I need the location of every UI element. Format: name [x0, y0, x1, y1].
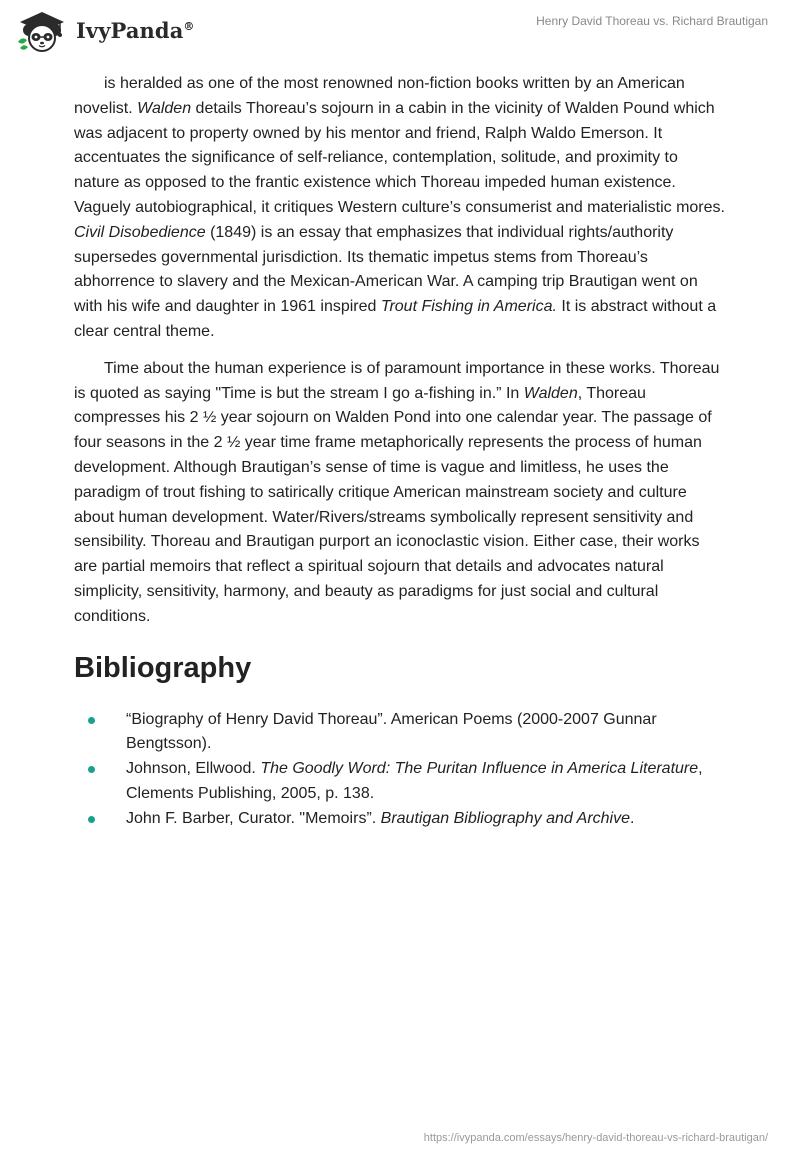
bibliography-item: John F. Barber, Curator. "Memoirs”. Brautigan Bibliography and Archive. — [74, 807, 726, 832]
bibliography-item: Johnson, Ellwood. The Goodly Word: The Puritan Influence in America Literature, Clements Publishing, 2005, p. 138. — [74, 757, 726, 807]
document-title: Henry David Thoreau vs. Richard Brautigan — [536, 14, 768, 28]
ivypanda-logo[interactable] — [14, 8, 195, 52]
bullet-dot-icon — [88, 766, 95, 773]
bibliography-list — [74, 708, 726, 832]
bibliography-item: “Biography of Henry David Thoreau”. American Poems (2000-2007 Gunnar Bengtsson). — [74, 708, 726, 758]
page-header — [0, 0, 800, 60]
bullet-dot-icon — [88, 816, 95, 823]
bibliography-heading: Bibliography — [74, 651, 252, 684]
essay-content — [74, 72, 726, 832]
brand-name: IvyPanda® — [76, 17, 195, 43]
body-paragraph: Time about the human experience is of paramount importance in these works. Thoreau is quoted as saying "Time is but the stream I go a-fishing in.” In Walden, Thoreau compresses his 2 ½ year sojourn on Walden Pond into one calendar year. The passage of four seasons in the 2 ½ year time frame metaphorically represents the process of human development. Although Brautigan’s sense of time is vague and limitless, he uses the paradigm of trout fishing to satirically critique American mainstream society and culture about human development. Water/Rivers/streams symbolically represent sensitivity and sensibility. Thoreau and Brautigan purport an iconoclastic vision. Either case, their works are partial memoirs that reflect a spiritual sojourn that details and advocates natural simplicity, sensitivity, harmony, and beauty as paradigms for just social and cultural conditions. — [74, 359, 720, 625]
body-paragraph: is heralded as one of the most renowned non-fiction books written by an American novelist. Walden details Thoreau’s sojourn in a cabin in the vicinity of Walden Pound which was adjacent to property owned by his mentor and friend, Ralph Waldo Emerson. It accentuates the significance of self-reliance, contemplation, solitude, and proximity to nature as opposed to the frantic existence which Thoreau impeded human existence. Vaguely autobiographical, it critiques Western culture’s consumerist and materialistic mores. Civil Disobedience (1849) is an essay that emphasizes that individual rights/authority supersedes governmental jurisdiction. Its thematic impetus stems from Thoreau’s abhorrence to slavery and the Mexican-American War. A camping trip Brautigan went on with his wife and daughter in 1961 inspired Trout Fishing in America. It is abstract without a clear central theme. — [74, 75, 725, 340]
panda-graduation-cap-icon — [14, 8, 70, 52]
bullet-dot-icon — [88, 717, 95, 724]
source-url-link[interactable]: https://ivypanda.com/essays/henry-david-thoreau-vs-richard-brautigan/ — [423, 1132, 768, 1144]
